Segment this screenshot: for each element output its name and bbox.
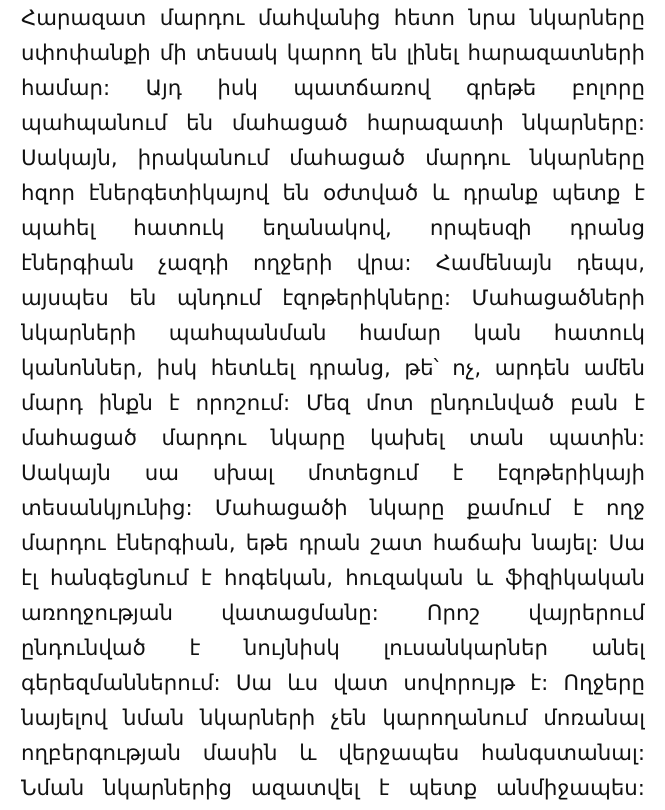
text-line: առողջության վատացմանը: Որոշ վայրերում [21, 601, 645, 626]
text-line: նայելով նման նկարների չեն կարողանում մոռանալ [21, 706, 645, 731]
text-line: համար: Այդ իսկ պատճառով գրեթե բոլորը [21, 76, 645, 101]
text-line: մահացած մարդու նկարը կախել տան պատին: [21, 426, 645, 451]
text-line: էներգիան չազդի ողջերի վրա: Համենայն դեպս, [21, 251, 645, 276]
text-line: կանոններ, իսկ հետևել դրանց, թե՝ ոչ, արդեն ամեն [21, 356, 645, 381]
text-line: ողբերգության մասին և վերջապես հանգստանալ: [21, 741, 645, 766]
text-line: սփոփանքի մի տեսակ կարող են լինել հարազատների [21, 41, 645, 66]
text-line: Սակայն, իրականում մահացած մարդու նկարները [21, 146, 645, 171]
text-line: պահպանում են մահացած հարազատի նկարները: [21, 111, 645, 136]
text-line: Հարազատ մարդու մահվանից հետո նրա նկարները [21, 6, 645, 31]
text-line: նկարների պահպանման համար կան հատուկ [21, 321, 645, 346]
text-line: էլ հանգեցնում է հոգեկան, հուզական և ֆիզիկական [21, 566, 645, 591]
text-line: մարդու էներգիան, եթե դրան շատ հաճախ նայել: Սա [21, 531, 645, 556]
text-line: ընդունված է նույնիսկ լուսանկարներ անել [21, 636, 645, 661]
text-line: պահել հատուկ եղանակով, որպեսզի դրանց [21, 216, 645, 241]
article-body [21, 0, 645, 806]
text-line: գերեզմաններում: Սա ևս վատ սովորույթ է: Ողջերը [21, 671, 645, 696]
text-line: մարդ ինքն է որոշում: Մեզ մոտ ընդունված բան է [21, 391, 645, 416]
text-line: տեսանկյունից: Մահացածի նկարը քամում է ողջ [21, 496, 645, 521]
text-line: Նման նկարներից ազատվել է պետք անմիջապես: [21, 776, 645, 801]
text-line: այսպես են պնդում էզոթերիկները: Մահացածների [21, 286, 645, 311]
text-line: հզոր էներգետիկայով են օժտված և դրանք պետք է [21, 181, 645, 206]
text-line: Սակայն սա սխալ մոտեցում է էզոթերիկայի [21, 461, 645, 486]
